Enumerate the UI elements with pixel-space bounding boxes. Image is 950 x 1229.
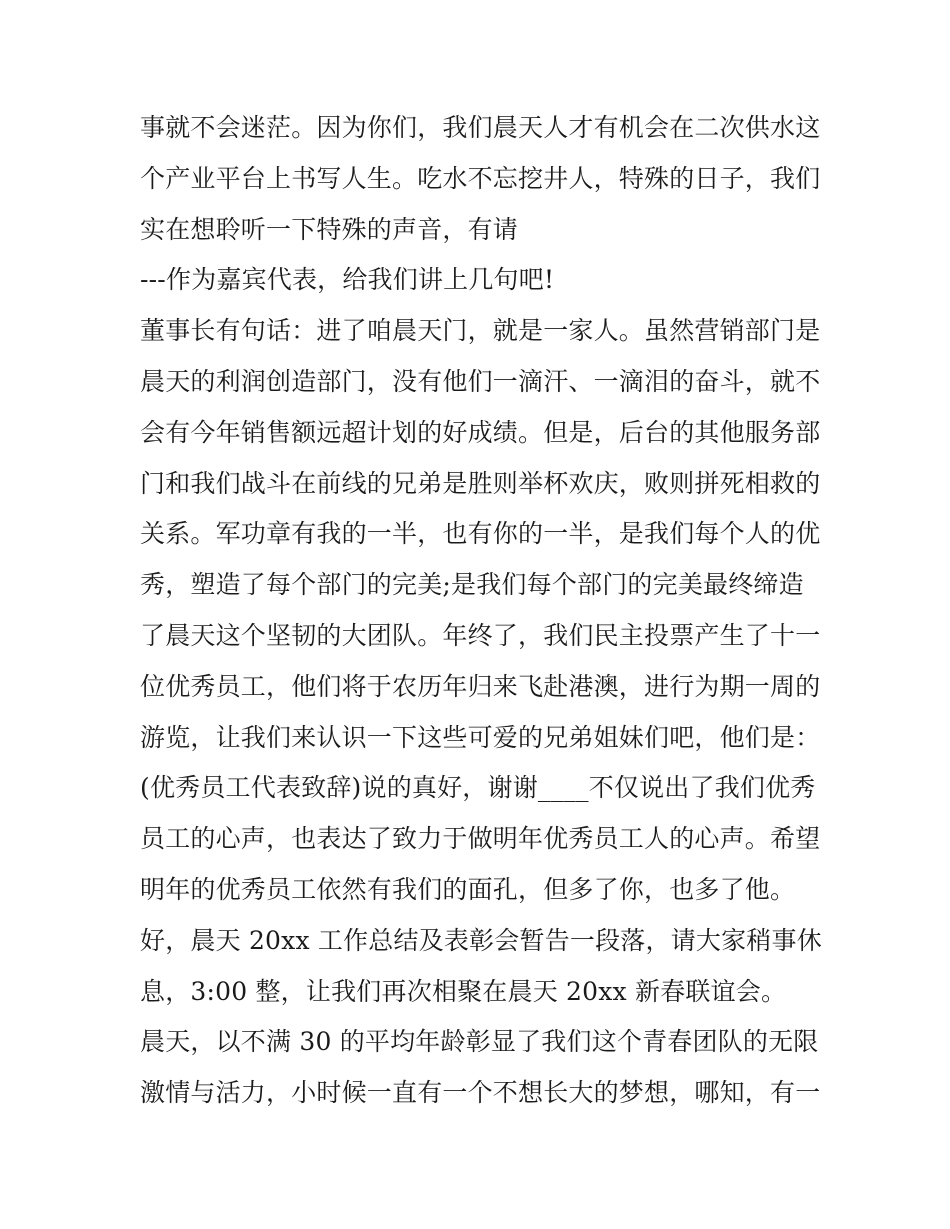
text-line: 了晨天这个坚韧的大团队。年终了，我们民主投票产生了十一	[140, 620, 821, 650]
text-line: 事就不会迷茫。因为你们，我们晨天人才有机会在二次供水这	[140, 113, 821, 142]
text-line: 息，3:00 整，让我们再次相聚在晨天 20xx 新春联谊会。	[140, 976, 787, 1006]
body-text	[140, 103, 830, 1119]
text-line: 晨天的利润创造部门，没有他们一滴汗、一滴泪的奋斗，就不	[140, 366, 821, 396]
text-line: 好，晨天 20xx 工作总结及表彰会暂告一段落，请大家稍事休	[140, 925, 822, 955]
text-line: 晨天，以不满 30 的平均年龄彰显了我们这个青春团队的无限	[140, 1027, 819, 1057]
text-line: 关系。军功章有我的一半，也有你的一半，是我们每个人的优	[140, 519, 821, 549]
text-line: 个产业平台上书写人生。吃水不忘挖井人，特殊的日子，我们	[140, 163, 821, 193]
text-line: 激情与活力，小时候一直有一个不想长大的梦想，哪知，有一	[140, 1078, 821, 1108]
text-line: 实在想聆听一下特殊的声音，有请	[140, 214, 519, 244]
text-line: 门和我们战斗在前线的兄弟是胜则举杯欢庆，败则拼死相救的	[140, 468, 821, 498]
text-line: 会有今年销售额远超计划的好成绩。但是，后台的其他服务部	[140, 417, 821, 447]
text-line: 董事长有句话：进了咱晨天门，就是一家人。虽然营销部门是	[140, 316, 821, 346]
text-line: ---作为嘉宾代表，给我们讲上几句吧!	[140, 265, 555, 295]
text-line: 位优秀员工，他们将于农历年归来飞赴港澳，进行为期一周的	[140, 671, 821, 701]
text-line: 员工的心声，也表达了致力于做明年优秀员工人的心声。希望	[140, 824, 821, 854]
text-line: (优秀员工代表致辞)说的真好，谢谢____不仅说出了我们优秀	[140, 773, 816, 803]
text-line: 明年的优秀员工依然有我们的面孔，但多了你，也多了他。	[140, 874, 796, 904]
text-line: 游览，让我们来认识一下这些可爱的兄弟姐妹们吧，他们是：	[140, 722, 821, 752]
text-line: 秀，塑造了每个部门的完美;是我们每个部门的完美最终缔造	[140, 570, 804, 600]
